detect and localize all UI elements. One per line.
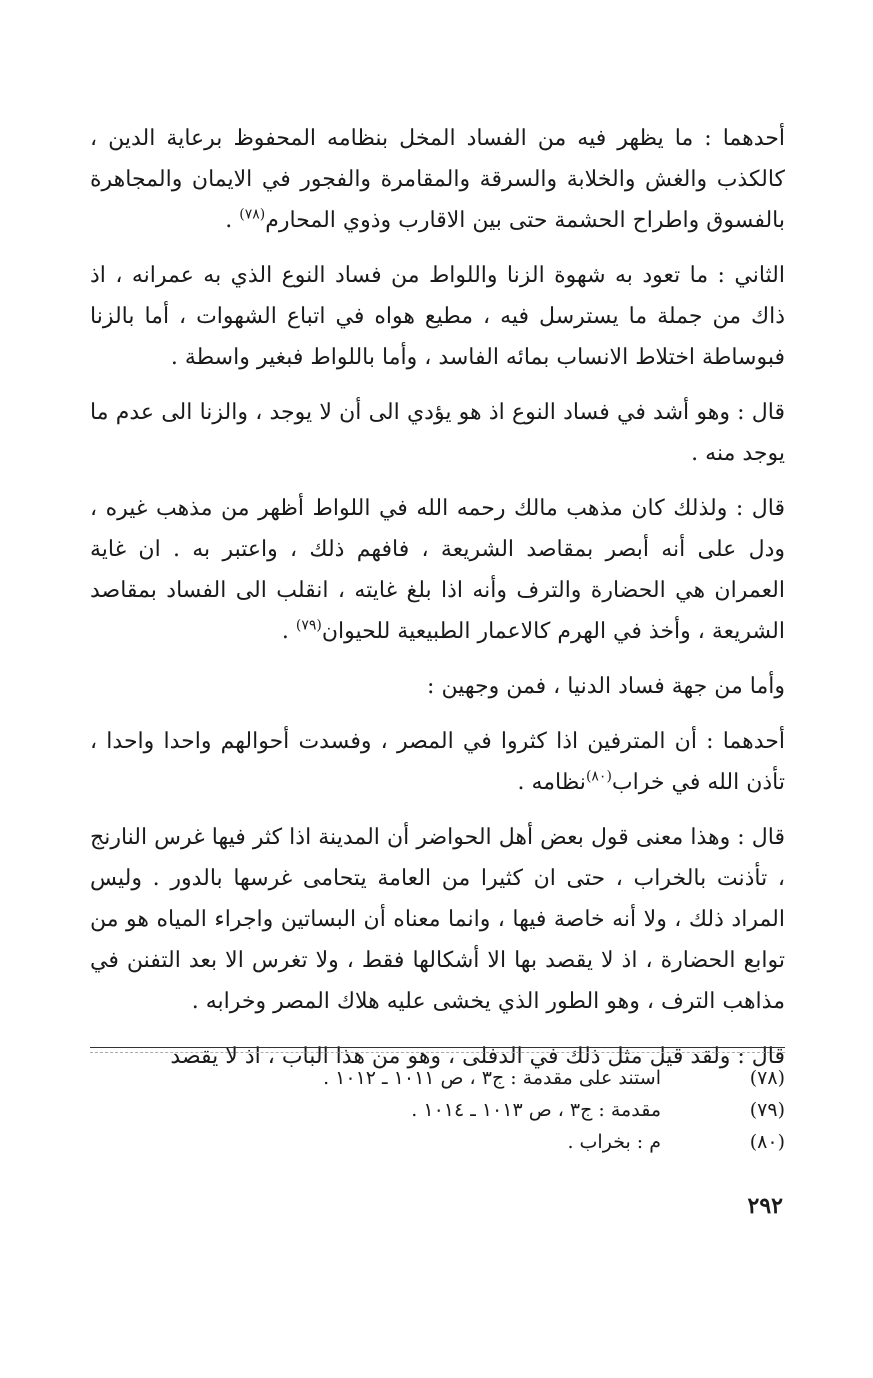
footnote-78 [90,1062,785,1094]
footnote-ref-79[interactable]: (٧٩) [295,617,322,634]
paragraph-tail: . [225,208,240,233]
footnote-80 [90,1126,785,1158]
footnotes-section [90,1062,785,1158]
paragraph-text: قال : وهو أشد في فساد النوع اذ هو يؤدي الى أن لا يوجد ، والزنا الى عدم ما يوجد منه . [90,400,785,466]
footnote-number: (٨٠) [749,1131,785,1153]
footnote-text: استند على مقدمة : ج٣ ، ص ١٠١١ ـ ١٠١٢ . [323,1067,661,1089]
paragraph-text: أحدهما : ما يظهر فيه من الفساد المخل بنظامه المحفوظ برعاية الدين ، كالكذب والغش والخلابة والسرقة والمقامرة والفجور في الايمان والمجاهرة بالفسوق واطراح الحشمة حتى بين الاقارب وذوي المحارم [90,126,785,233]
paragraph-4 [90,488,785,652]
footnote-divider-secondary [90,1052,785,1053]
paragraph-text: قال : وهذا معنى قول بعض أهل الحواضر أن المدينة اذا كثر فيها غرس النارنج ، تأذنت بالخراب ، حتى ان كثيرا من العامة يتحامى غرسها بالدور . وليس المراد ذلك ، ولا أنه خاصة فيها ، وانما معناه أن البساتين واجراء المياه هو من توابع الحضارة ، اذ لا يقصد بها الا أشكالها فقط ، ولا تغرس الا بعد التفنن في مذاهب الترف ، وهو الطور الذي يخشى عليه هلاك المصر وخرابه . [90,825,785,1014]
footnote-text: مقدمة : ج٣ ، ص ١٠١٣ ـ ١٠١٤ . [411,1099,661,1121]
paragraph-7 [90,817,785,1022]
footnote-number: (٧٨) [749,1067,785,1089]
footnote-text: م : بخراب . [567,1131,661,1153]
paragraph-text: قال : ولذلك كان مذهب مالك رحمه الله في اللواط أظهر من مذهب غيره ، ودل على أنه أبصر بمقاصد الشريعة ، فافهم ذلك ، واعتبر به . ان غاية العمران هي الحضارة والترف وأنه اذا بلغ غايته ، انقلب الى الفساد بمقاصد الشريعة ، وأخذ في الهرم كالاعمار الطبيعية للحيوان [90,496,785,644]
paragraph-text: الثاني : ما تعود به شهوة الزنا واللواط من فساد النوع الذي به عمرانه ، اذ ذاك من جملة ما يسترسل فيه ، مطيع هواه في اتباع الشهوات ، أما بالزنا فبوساطة اختلاط الانساب بمائه الفاسد ، وأما باللواط فبغير واسطة . [90,263,785,370]
paragraph-6 [90,721,785,803]
footnote-divider [90,1047,785,1048]
paragraph-2 [90,255,785,378]
paragraph-3 [90,392,785,474]
main-text [90,118,785,1091]
paragraph-text: قال : ولقد قيل مثل ذلك في الدفلى ، وهو من هذا الباب ، اذ لا يقصد [170,1044,785,1069]
paragraph-tail: نظامه . [517,770,586,795]
paragraph-text: وأما من جهة فساد الدنيا ، فمن وجهين : [427,674,785,699]
paragraph-tail: . [281,619,296,644]
footnote-ref-78[interactable]: (٧٨) [239,206,266,223]
page-number: ٢٩٢ [747,1193,783,1219]
footnote-number: (٧٩) [749,1099,785,1121]
paragraph-5 [90,666,785,707]
paragraph-text: أحدهما : أن المترفين اذا كثروا في المصر ، وفسدت أحوالهم واحدا واحدا ، تأذن الله في خراب [90,729,785,795]
paragraph-1 [90,118,785,241]
footnote-ref-80[interactable]: (٨٠) [585,768,612,785]
footnote-79 [90,1094,785,1126]
